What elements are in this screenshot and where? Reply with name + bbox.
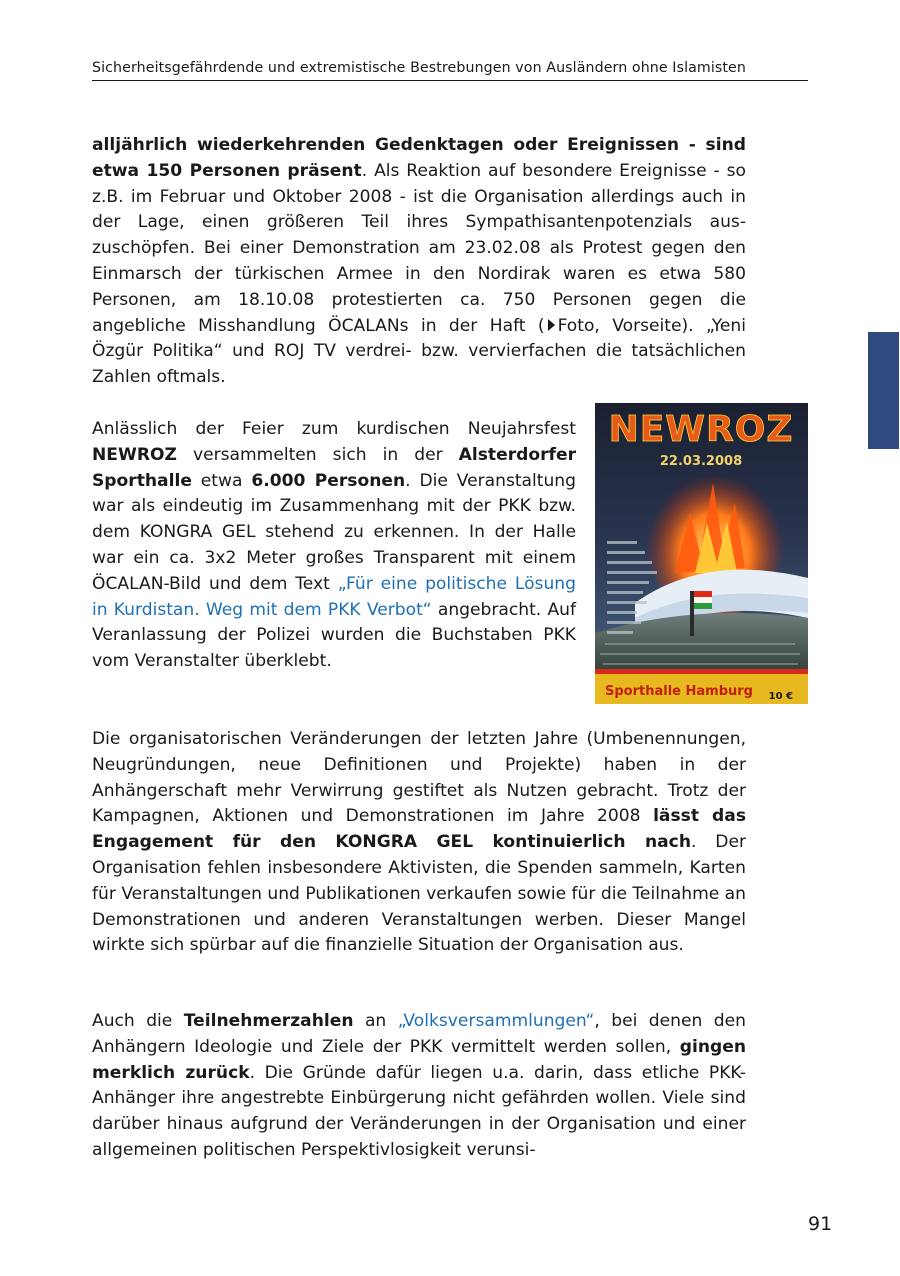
text: , bei denen den Anhängern Ideologie und Ziele der PKK vermittelt werden sollen, xyxy=(92,1011,746,1057)
paragraph-1 xyxy=(92,133,746,391)
text: . Als Reaktion auf besondere Ereignisse - so z.B. im Februar und Oktober 2008 - ist die Organisation allerdings auch in der Lage, einen größeren Teil ihres Sympathisantenpotenzials auszuschöpfen. Bei einer Demonstration am 23.02.08 als Protest gegen den Einmarsch der türkischen Armee in den Nordirak waren es etwa 580 Personen, am 18.10.08 protestierten ca. 750 Personen gegen die angebliche Misshandlung ÖCALANs in der Haft ( xyxy=(92,160,746,336)
arrow-right-icon xyxy=(548,319,555,331)
running-header: Sicherheitsgefährdende und extremistische Bestrebungen von Ausländern ohne Islamisten xyxy=(92,60,808,81)
text: . Die Gründe dafür liegen u.a. darin, dass etliche PKK-Anhänger ihre angestrebte Einbürgerung nicht gefährden wollen. Viele sind darüber hinaus aufgrund der Veränderungen in der Organisation und einer allgemeinen politischen Perspektivlosigkeit verunsi- xyxy=(92,1062,746,1160)
bold-text: alljährlich wiederkehrenden Gedenktagen oder Ereignissen - sind etwa 150 Personen präsent xyxy=(92,135,746,181)
poster-date: 22.03.2008 xyxy=(659,454,743,469)
bold-text: Alsterdorfer Sporthalle xyxy=(92,444,576,491)
page-number: 91 xyxy=(808,1213,833,1235)
bold-text: NEWROZ xyxy=(92,444,177,465)
newroz-poster-image xyxy=(595,403,808,704)
bold-text: 6.000 Personen xyxy=(251,470,406,491)
quoted-term: „Volksversammlungen“ xyxy=(397,1011,595,1031)
quoted-slogan: „Für eine politische Lösung in Kurdistan. Weg mit dem PKK Verbot“ xyxy=(92,573,576,620)
text: Foto, Vorseite). „Yeni Özgür Politika“ und ROJ TV verdrei- bzw. vervierfachen die tatsächlichen Zahlen oftmals. xyxy=(92,315,746,388)
text: Die organisatorischen Veränderungen der letzten Jahre (Umbenennungen, Neugründungen, neue Definitionen und Projekte) haben in der Anhängerschaft mehr Verwirrung gestiftet als Nutzen gebracht. Trotz der Kampagnen, Aktionen und Demonstrationen im Jahre 2008 xyxy=(92,729,746,827)
text: Anlässlich der Feier zum kurdischen Neujahrsfest xyxy=(92,419,576,439)
bold-text: Teilnehmerzahlen xyxy=(183,1011,354,1031)
paragraph-4 xyxy=(92,1009,746,1164)
poster-title: NEWROZ xyxy=(608,409,794,450)
poster-price: 10 € xyxy=(768,691,793,702)
bold-text: gingen merklich zurück xyxy=(92,1036,746,1083)
text: Auch die xyxy=(92,1011,184,1031)
text: versammelten sich in der xyxy=(176,444,459,465)
poster-venue: Sporthalle Hamburg xyxy=(605,684,753,699)
paragraph-3 xyxy=(92,727,746,959)
paragraph-2 xyxy=(92,417,576,675)
text: angebracht. Auf Veranlassung der Polizei wurden die Buchstaben PKK vom Veranstalter überklebt. xyxy=(92,599,576,672)
text: an xyxy=(353,1011,398,1031)
chapter-tab-marker xyxy=(868,332,899,449)
text: . Der Organisation fehlen insbesondere Aktivisten, die Spenden sammeln, Karten für Veranstaltungen und Publikationen verkaufen sowie für die Teilnahme an Demonstrationen und anderen Veranstaltungen werben. Dieser Mangel wirkte sich spürbar auf die finanzielle Situation der Organisation aus. xyxy=(92,832,746,956)
bold-text: lässt das Engagement für den KONGRA GEL kontinuierlich nach xyxy=(92,806,746,853)
text: etwa xyxy=(191,470,252,491)
text: . Die Veranstaltung war als eindeutig im Zusammenhang mit der PKK bzw. dem KONGRA GEL stehend zu erkennen. In der Halle war ein ca. 3x2 Meter großes Transparent mit einem ÖCALAN-Bild und dem Text xyxy=(92,470,576,594)
